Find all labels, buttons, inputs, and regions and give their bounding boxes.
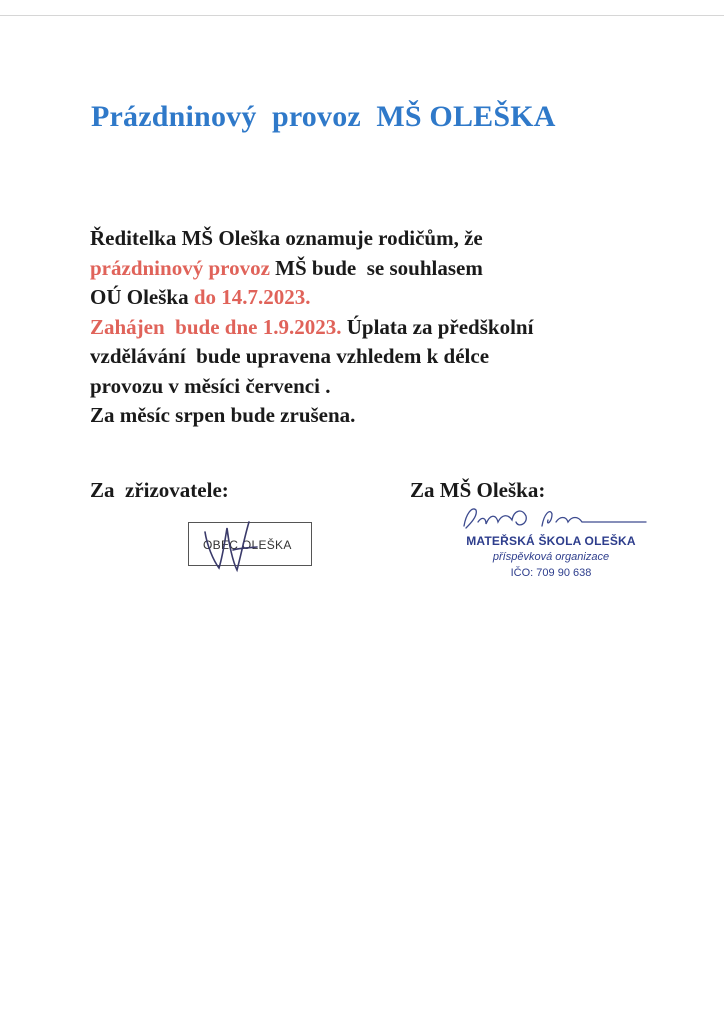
founder-signature-label: Za zřizovatele: — [90, 478, 229, 502]
founder-stamp-text: OBEC OLEŠKA — [203, 538, 292, 552]
school-stamp-type: příspěvková organizace — [492, 551, 610, 563]
announcement-line-1: Ředitelka MŠ Oleška oznamuje rodičům, že — [90, 226, 483, 250]
school-stamp-ico: IČO: 709 90 638 — [510, 567, 592, 579]
announcement-line-7: Za měsíc srpen bude zrušena. — [90, 403, 356, 427]
page-title: Prázdninový provoz MŠ OLEŠKA — [91, 100, 556, 133]
announcement-line-3: OÚ Oleška do 14.7.2023. — [90, 285, 311, 309]
announcement-line-4: Zahájen bude dne 1.9.2023. Úplata za předškolní — [90, 314, 534, 339]
school-signature-label: Za MŠ Oleška: — [410, 478, 546, 502]
announcement-text — [90, 224, 690, 431]
highlight-end-date: do 14.7.2023. — [193, 285, 311, 309]
school-handwritten-signature — [456, 500, 656, 536]
founder-handwritten-signature — [195, 510, 275, 580]
announcement-line-6: provozu v měsíci červenci . — [90, 373, 331, 398]
page-top-rule — [0, 15, 724, 16]
school-stamp — [466, 533, 636, 581]
announcement-line-2: prázdninový provoz MŠ bude se souhlasem — [90, 255, 483, 280]
announcement-line-5: vzdělávání bude upravena vzhledem k délce — [90, 344, 490, 368]
highlight-start-date: Zahájen bude dne 1.9.2023. — [90, 314, 342, 339]
school-stamp-name: MATEŘSKÁ ŠKOLA OLEŠKA — [466, 534, 636, 548]
highlight-summer-operation: prázdninový provoz — [90, 255, 270, 280]
